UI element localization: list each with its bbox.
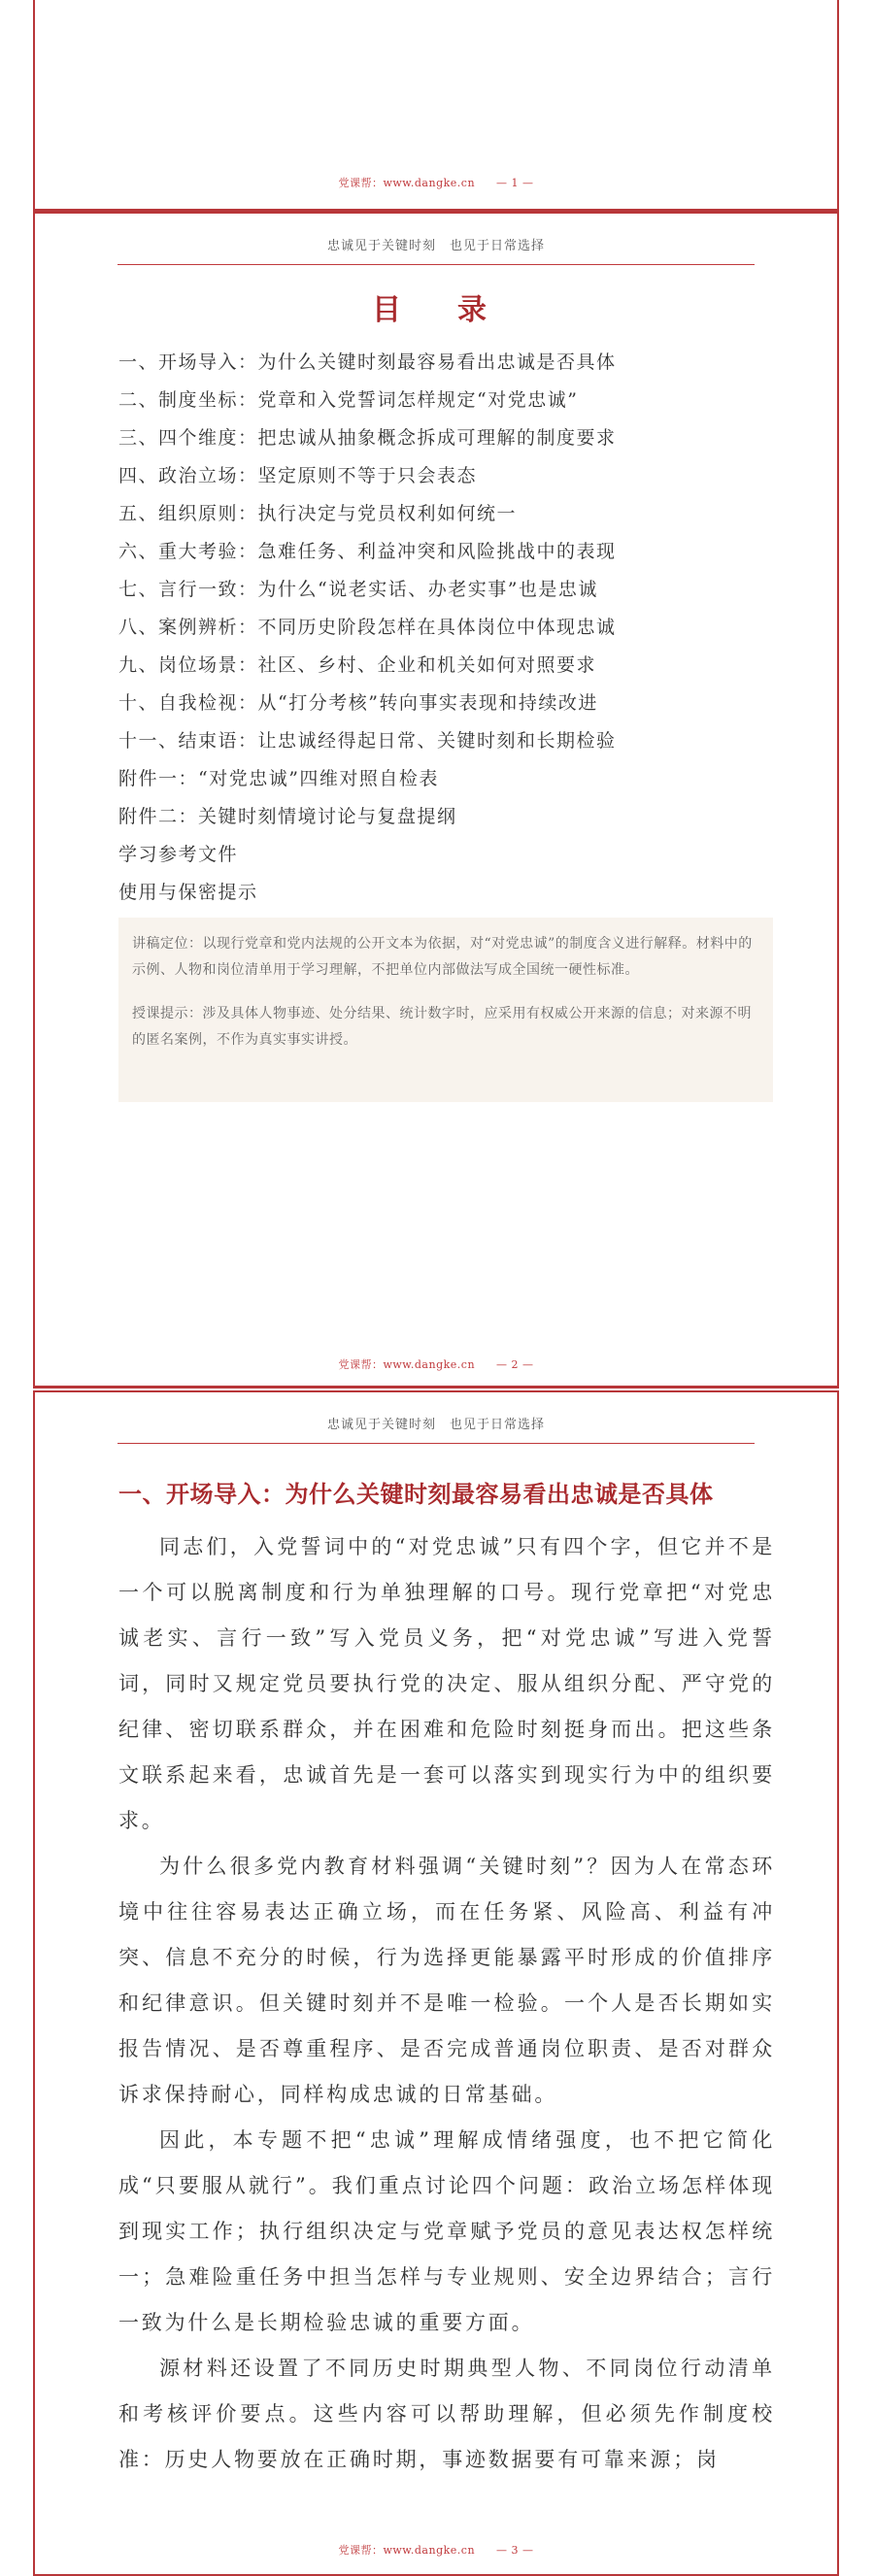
toc-item[interactable]: 学习参考文件 xyxy=(118,844,239,865)
note-box xyxy=(118,918,773,1102)
running-head xyxy=(118,235,755,265)
running-head xyxy=(118,1414,755,1444)
page-3 xyxy=(33,1390,839,2576)
footer-site[interactable]: 党课帮：www.dangke.cn xyxy=(338,2544,476,2557)
page-footer xyxy=(35,2542,837,2558)
toc-item[interactable]: 五、组织原则：执行决定与党员权利如何统一 xyxy=(118,503,518,524)
toc-title: 目 录 xyxy=(372,293,500,327)
body-paragraph: 同志们，入党誓词中的“对党忠诚”只有四个字，但它并不是一个可以脱离制度和行为单独理解的口号。现行党章把“对党忠诚老实、言行一致”写入党员义务，把“对党忠诚”写进入党誓词，同时又规定党员要执行党的决定、服从组织分配、严守党的纪律、密切联系群众，并在困难和危险时刻挺身而出。把这些条文联系起来看，忠诚首先是一套可以落实到现实行为中的组织要求。 xyxy=(118,1535,775,1832)
toc-item[interactable]: 六、重大考验：急难任务、利益冲突和风险挑战中的表现 xyxy=(118,541,617,562)
footer-page-number: — 1 — xyxy=(496,177,534,189)
footer-page-number: — 2 — xyxy=(496,1358,534,1371)
toc-item[interactable]: 一、开场导入：为什么关键时刻最容易看出忠诚是否具体 xyxy=(118,351,617,373)
toc-item[interactable]: 三、四个维度：把忠诚从抽象概念拆成可理解的制度要求 xyxy=(118,427,617,449)
section-body xyxy=(118,1524,775,2483)
body-paragraph: 为什么很多党内教育材料强调“关键时刻”？因为人在常态环境中往往容易表达正确立场，而在任务紧、风险高、利益有冲突、信息不充分的时候，行为选择更能暴露平时形成的价值排序和纪律意识。但关键时刻并不是唯一检验。一个人是否长期如实报告情况、是否尊重程序、是否完成普通岗位职责、是否对群众诉求保持耐心，同样构成忠诚的日常基础。 xyxy=(118,1855,775,2106)
toc-item[interactable]: 七、言行一致：为什么“说老实话、办老实事”也是忠诚 xyxy=(118,579,598,600)
toc-item[interactable]: 附件一：“对党忠诚”四维对照自检表 xyxy=(118,768,439,789)
page-footer xyxy=(35,175,837,190)
note-teaching-tip: 授课提示：涉及具体人物事迹、处分结果、统计数字时，应采用有权威公开来源的信息；对来源不明的匿名案例，不作为真实事实讲授。 xyxy=(132,1006,752,1048)
running-head-right: 也见于日常选择 xyxy=(450,1418,546,1432)
toc-item[interactable]: 十、自我检视：从“打分考核”转向事实表现和持续改进 xyxy=(118,692,598,714)
table-of-contents xyxy=(118,344,617,912)
footer-site[interactable]: 党课帮：www.dangke.cn xyxy=(338,177,476,189)
body-paragraph: 因此，本专题不把“忠诚”理解成情绪强度，也不把它简化成“只要服从就行”。我们重点讨论四个问题：政治立场怎样体现到现实工作；执行组织决定与党章赋予党员的意见表达权怎样统一；急难险重任务中担当怎样与专业规则、安全边界结合；言行一致为什么是长期检验忠诚的重要方面。 xyxy=(118,2128,775,2334)
toc-item[interactable]: 二、制度坐标：党章和入党誓词怎样规定“对党忠诚” xyxy=(118,389,579,411)
page-2 xyxy=(33,212,839,1388)
toc-item[interactable]: 使用与保密提示 xyxy=(118,882,258,903)
page-footer xyxy=(35,1356,837,1372)
body-paragraph: 源材料还设置了不同历史时期典型人物、不同岗位行动清单和考核评价要点。这些内容可以帮助理解，但必须先作制度校准：历史人物要放在正确时期，事迹数据要有可靠来源；岗 xyxy=(118,2357,775,2471)
footer-site[interactable]: 党课帮：www.dangke.cn xyxy=(338,1358,476,1371)
toc-item[interactable]: 八、案例辨析：不同历史阶段怎样在具体岗位中体现忠诚 xyxy=(118,617,617,638)
toc-item[interactable]: 九、岗位场景：社区、乡村、企业和机关如何对照要求 xyxy=(118,654,597,676)
footer-page-number: — 3 — xyxy=(496,2544,534,2557)
running-head-left: 忠诚见于关键时刻 xyxy=(326,239,436,253)
toc-item[interactable]: 四、政治立场：坚定原则不等于只会表态 xyxy=(118,465,478,486)
toc-item[interactable]: 附件二：关键时刻情境讨论与复盘提纲 xyxy=(118,806,457,827)
running-head-right: 也见于日常选择 xyxy=(450,239,546,253)
toc-item[interactable]: 十一、结束语：让忠诚经得起日常、关键时刻和长期检验 xyxy=(118,730,617,752)
running-head-left: 忠诚见于关键时刻 xyxy=(326,1418,436,1432)
page-1 xyxy=(33,0,839,212)
note-positioning: 讲稿定位：以现行党章和党内法规的公开文本为依据，对“对党忠诚”的制度含义进行解释。材料中的示例、人物和岗位清单用于学习理解，不把单位内部做法写成全国统一硬性标准。 xyxy=(132,936,753,978)
section-heading: 一、开场导入：为什么关键时刻最容易看出忠诚是否具体 xyxy=(118,1481,714,1508)
